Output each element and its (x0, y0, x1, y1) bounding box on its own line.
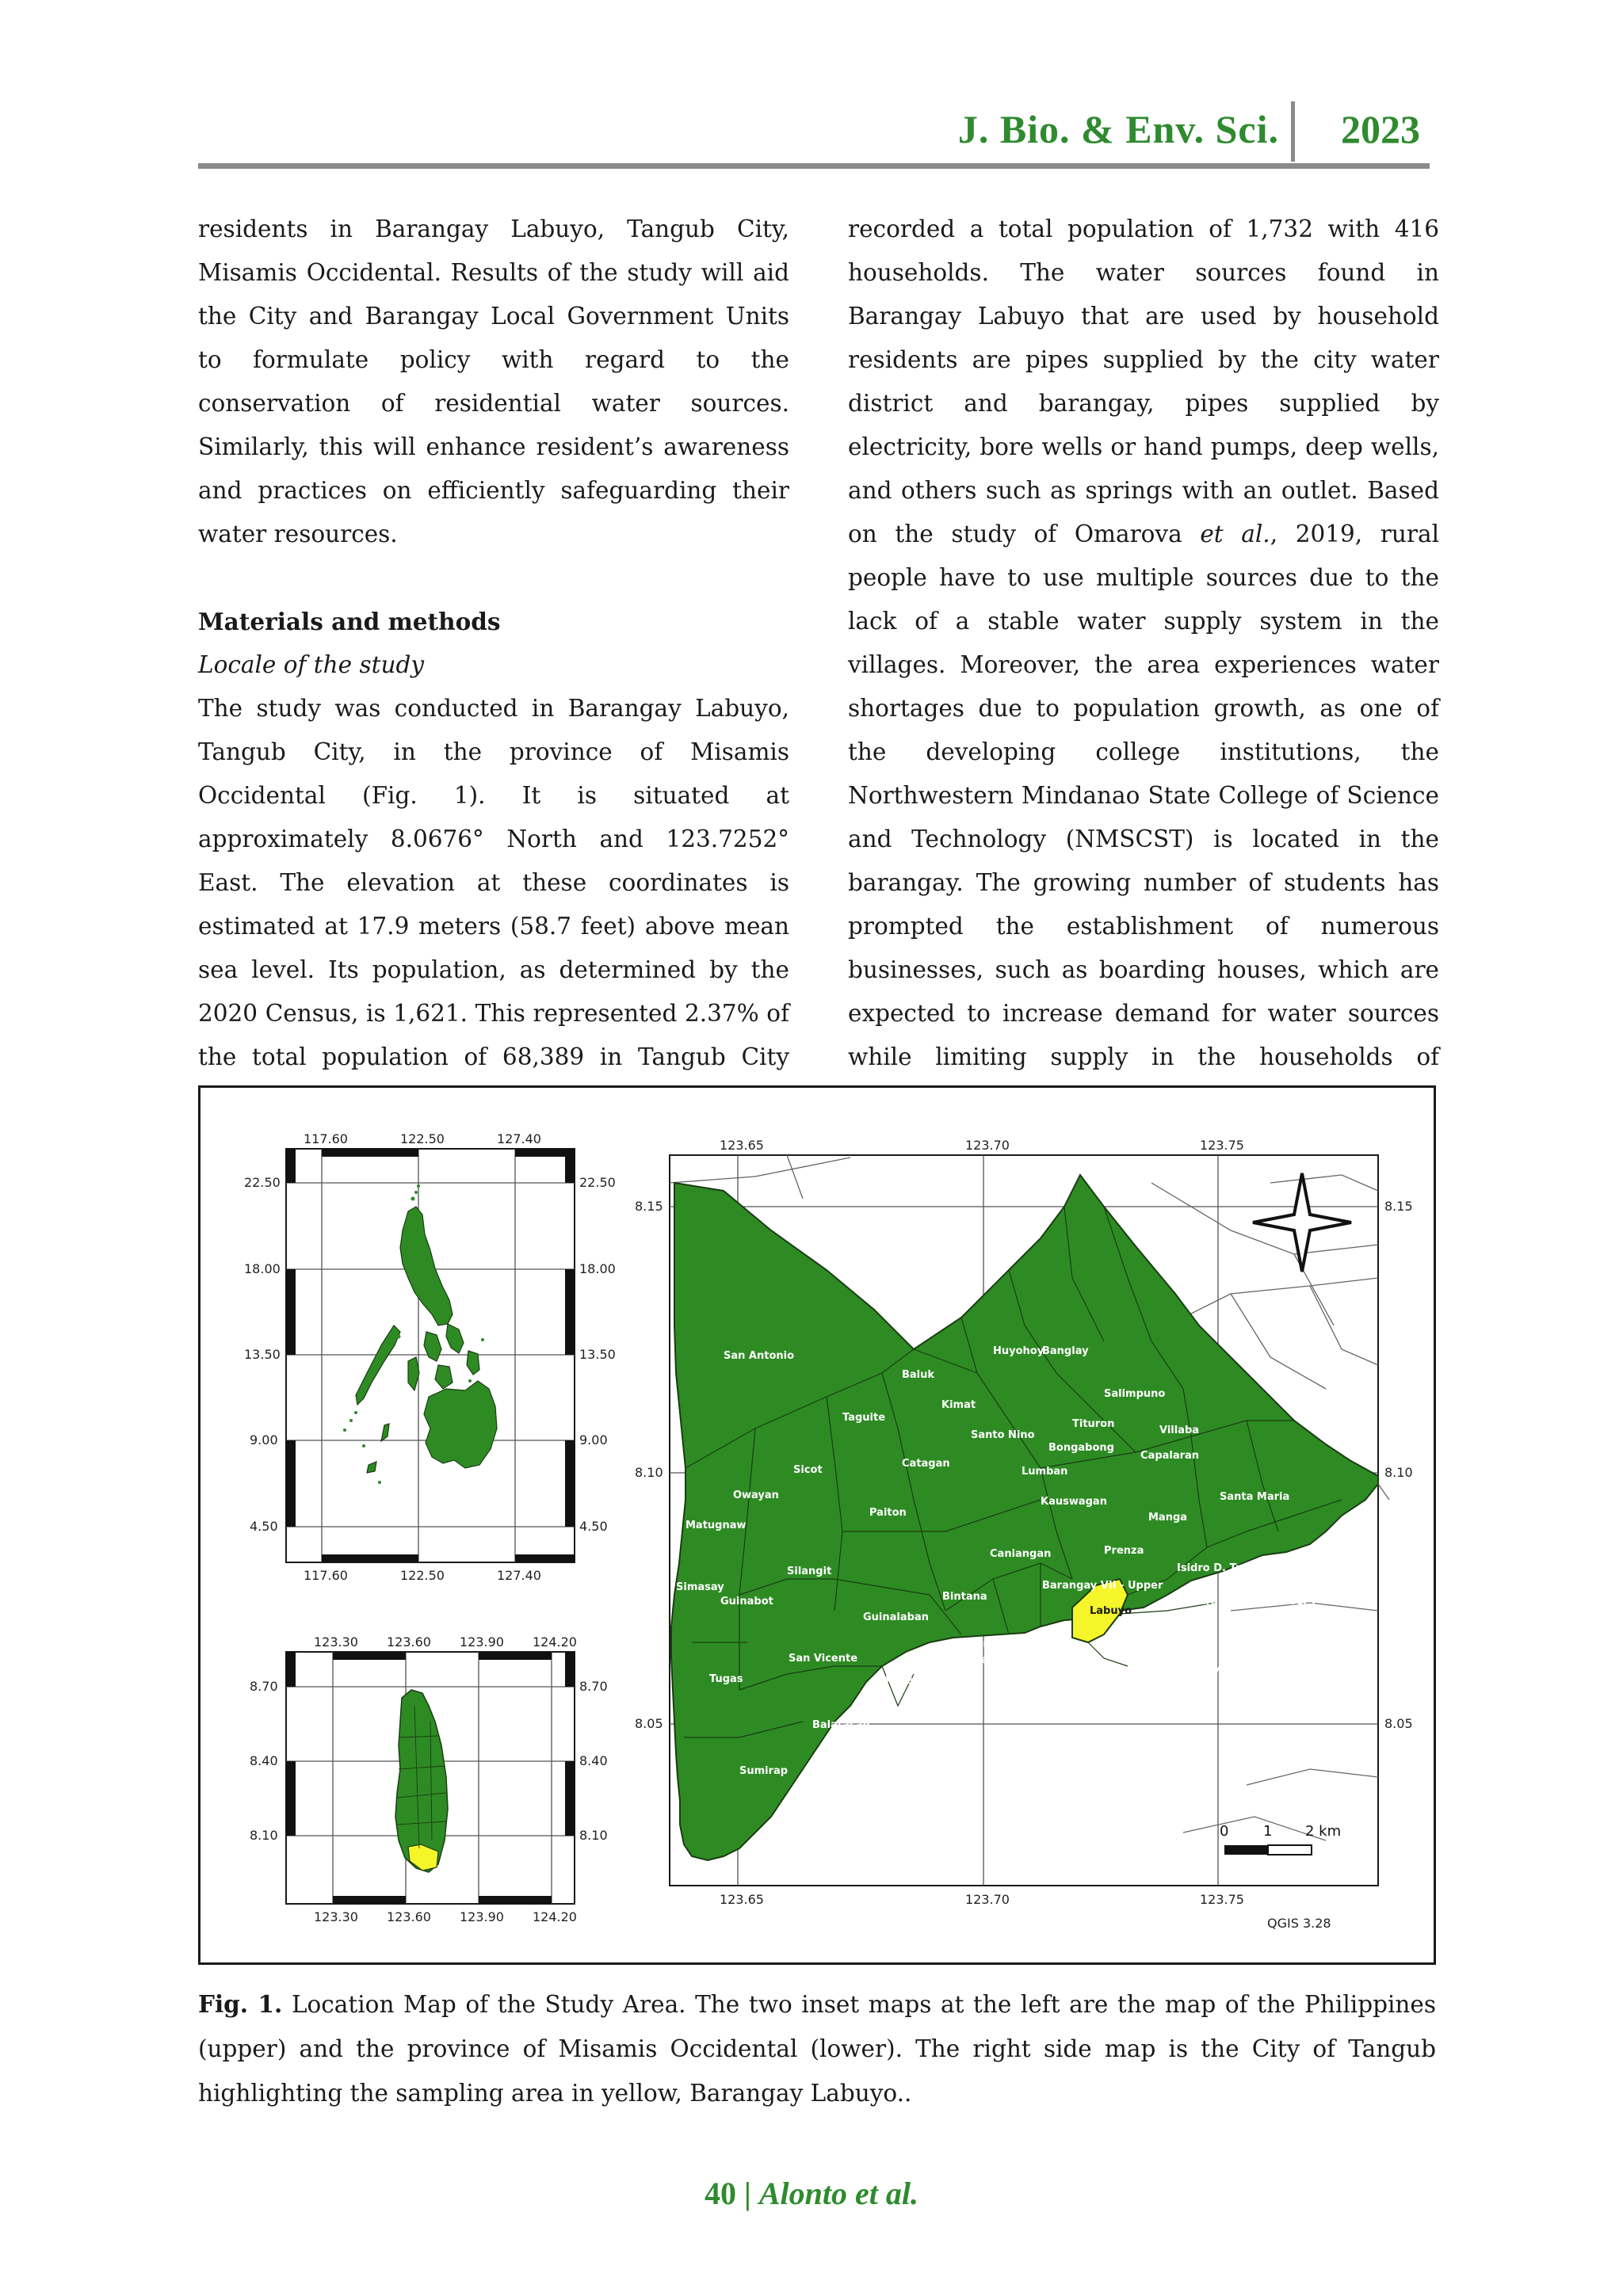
page-number: 40 | (705, 2176, 759, 2211)
inset2-bottom-tick: 123.90 (460, 1909, 504, 1924)
inset1-top-tick: 122.50 (400, 1131, 445, 1146)
et-al: et al. (1200, 521, 1270, 547)
barangay-label: San Apolinario (1128, 1662, 1212, 1674)
barangay-label: Salimpuno (1104, 1388, 1166, 1400)
barangay-label: Kimat (941, 1399, 976, 1411)
footer-authors: Alonto et al. (758, 2176, 918, 2211)
barangay-label: Kauswagan (1041, 1496, 1107, 1508)
barangay-label: Tituron (1072, 1418, 1115, 1430)
inset2-bottom-tick: 124.20 (533, 1909, 577, 1924)
inset1-top-tick: 117.60 (304, 1131, 348, 1146)
inset1-right-tick: 22.50 (579, 1175, 616, 1190)
main-left-tick: 8.10 (635, 1465, 663, 1480)
inset2-left-tick: 8.10 (250, 1828, 278, 1843)
inset1-left-tick: 22.50 (244, 1175, 281, 1190)
barangay-label: Capalaran (1140, 1450, 1200, 1462)
barangay-label: Bocator (904, 1691, 949, 1703)
barangay-label: Manga (1148, 1512, 1188, 1524)
barangay-label: Villaba (1159, 1425, 1200, 1436)
barangay-label: Prenza (1104, 1545, 1144, 1557)
locale-paragraph: The study was conducted in Barangay Labuyo, Tangub City, in the province of Misamis Occidental (Fig. 1). It is situated at approximately 8.0676° North and 123.7252° East. The elevation at these coordinates is estimated at 17.9 meters (58.7 feet) above mean sea level. Its population, as determined by the 2020 Census, is 1,621. This represented 2.37% of the total population of 68,389 in Tangub City (198, 695, 789, 1070)
main-bottom-tick: 123.75 (1200, 1892, 1244, 1907)
barangay-label: Caniangan (990, 1548, 1052, 1560)
barangay-label: Guinalaban (863, 1611, 929, 1623)
inset2-left-tick: 8.40 (250, 1753, 278, 1768)
main-right-tick: 8.15 (1384, 1199, 1413, 1214)
main-right-tick: 8.10 (1384, 1465, 1413, 1480)
inset1-left-tick: 18.00 (244, 1261, 281, 1276)
inset2-top-tick: 123.90 (460, 1634, 504, 1650)
barangay-label: Owayan (733, 1489, 779, 1501)
barangay-label: Panalsalan (885, 1675, 949, 1687)
barangay-label: Huyohoy (993, 1345, 1044, 1357)
main-left-tick: 8.05 (635, 1716, 663, 1731)
header-rule (198, 163, 1430, 169)
inset2-top-tick: 123.60 (387, 1634, 431, 1650)
barangay-label: Pangabuan (974, 1654, 1039, 1666)
barangay-label: Sicot (793, 1464, 823, 1476)
inset1-left-tick: 9.00 (250, 1432, 278, 1447)
software-credit: QGIS 3.28 (1267, 1916, 1331, 1931)
barangay-label-labuyo: Labuyo (1090, 1605, 1132, 1617)
barangay-label: Baluk (902, 1369, 935, 1381)
inset1-bottom-tick: 122.50 (400, 1568, 445, 1583)
barangay-label: Bongabong (1048, 1442, 1114, 1454)
inset1-right-tick: 13.50 (579, 1347, 616, 1362)
barangay-label: Simasay (676, 1581, 724, 1593)
barangay-label: Barangay VII - Upper (1042, 1580, 1163, 1592)
barangay-label: Barangay VI - Lower P (1191, 1596, 1319, 1608)
barangay-label: Catagan (902, 1458, 950, 1470)
inset1-bottom-tick: 127.40 (497, 1568, 541, 1583)
inset2-right-tick: 8.70 (579, 1679, 608, 1694)
inset2-right-tick: 8.10 (579, 1828, 608, 1843)
intro-paragraph: residents in Barangay Labuyo, Tangub City, Misamis Occidental. Results of the study will aid the City and Barangay Local Government Units to formulate policy with regard to the conservation of residential water sources. Similarly, this will enhance resident’s awareness and practices on efficiently safeguarding their water resources. (198, 215, 789, 547)
barangay-label: Guinabot (720, 1596, 773, 1608)
inset1-bottom-tick: 117.60 (304, 1568, 348, 1583)
barangay-label: Matugnaw (685, 1520, 747, 1531)
header-separator (1291, 101, 1295, 162)
map-svg (200, 1088, 1434, 1962)
scale-label: 1 (1263, 1823, 1273, 1840)
barangay-label: Tugas (709, 1673, 743, 1685)
main-map-tangub (635, 1138, 1413, 1931)
main-top-tick: 123.65 (720, 1138, 764, 1153)
scale-label: 0 (1220, 1823, 1229, 1840)
main-left-tick: 8.15 (635, 1199, 663, 1214)
journal-year: 2023 (1341, 107, 1420, 151)
barangay-label: Minsubong (1294, 1558, 1358, 1569)
barangay-label: Aquino (1066, 1672, 1107, 1684)
paragraph-gap (198, 556, 789, 600)
barangay-label: Silangit (787, 1566, 832, 1577)
barangay-label: Garang (1104, 1643, 1147, 1655)
location-map-figure (198, 1085, 1436, 1965)
caption-text: Location Map of the Study Area. The two inset maps at the left are the map of the Philippines (upper) and the province of Misamis Occidental (lower). The right side map is the City of Tangub highlighting the sampling area in yellow, Barangay Labuyo.. (198, 1991, 1436, 2107)
inset1-right-tick: 4.50 (579, 1519, 608, 1534)
journal-title: J. Bio. & Env. Sci. (957, 107, 1279, 151)
main-top-tick: 123.70 (965, 1138, 1010, 1153)
barangay-label: San Vicente (789, 1653, 858, 1665)
barangay-label: Maquilao (1044, 1686, 1097, 1698)
inset-misamis-occidental (250, 1634, 608, 1924)
barangay-label: Maloro (1258, 1637, 1298, 1649)
left-column (198, 208, 789, 1123)
barangay-label: Banglay (1042, 1345, 1089, 1357)
right-column (848, 208, 1439, 1123)
section-heading: Materials and methods (198, 608, 501, 635)
barangay-label: Lumban (1022, 1466, 1068, 1478)
scale-label: 2 km (1305, 1823, 1342, 1840)
barangay-label: Santa Cruz (1112, 1627, 1175, 1639)
barangay-label: Lorenzo Tan (969, 1638, 1039, 1650)
inset2-right-tick: 8.40 (579, 1753, 608, 1768)
inset1-left-tick: 4.50 (250, 1519, 278, 1534)
barangay-label: Paiton (869, 1507, 907, 1519)
inset2-top-tick: 124.20 (533, 1634, 577, 1650)
page-footer (0, 2175, 1623, 2212)
subsection-heading: Locale of the study (198, 651, 425, 678)
barangay-label: Taguite (842, 1412, 886, 1424)
inset2-bottom-tick: 123.30 (314, 1909, 358, 1924)
page-header (198, 101, 1430, 165)
paragraph-text-b: , 2019, rural people have to use multiple sources due to the lack of a stable water supply system in the villages. Moreover, the area experiences water shortages due to population growth, as one of the developing college institutions, the Northwestern Mindanao State College of Science and Technology (NMSCST) is located in the barangay. The growing number of students has prompted the establishment of numerous businesses, such as boarding houses, which are expected to increase demand for water sources while limiting supply in the households of (848, 521, 1440, 1070)
population-paragraph (848, 208, 1439, 1123)
main-right-tick: 8.05 (1384, 1716, 1413, 1731)
barangay-label: Sumirap (739, 1765, 789, 1777)
inset1-right-tick: 18.00 (579, 1261, 616, 1276)
inset2-top-tick: 123.30 (314, 1634, 358, 1650)
barangay-label: Balatacan (812, 1719, 870, 1731)
figure-label: Fig. 1. (198, 1990, 283, 2018)
paragraph-text-a: recorded a total population of 1,732 with 416 households. The water sources found in Barangay Labuyo that are used by household residents are pipes supplied by the city water district and barangay, pipes supplied by electricity, bore wells or hand pumps, deep wells, and others such as springs with an outlet. Based on the study of Omarova (848, 215, 1439, 547)
barangay-label: Migcanaway (1212, 1665, 1284, 1677)
barangay-label: Isidro D. Tan (1177, 1562, 1250, 1574)
inset1-right-tick: 9.00 (579, 1432, 608, 1447)
inset-philippines (244, 1131, 616, 1583)
barangay-label: Santo Nino (971, 1429, 1035, 1441)
barangay-label: San Antonio (724, 1350, 795, 1362)
barangay-label: Silanga (1310, 1611, 1354, 1623)
main-bottom-tick: 123.70 (965, 1892, 1010, 1907)
main-top-tick: 123.75 (1200, 1138, 1244, 1153)
barangay-label: Bintana (942, 1591, 987, 1603)
inset2-left-tick: 8.70 (250, 1679, 278, 1694)
barangay-label: Santa Maria (1220, 1491, 1290, 1503)
figure-caption (198, 1982, 1436, 2115)
inset1-top-tick: 127.40 (497, 1131, 541, 1146)
inset1-left-tick: 13.50 (244, 1347, 281, 1362)
inset2-bottom-tick: 123.60 (387, 1909, 431, 1924)
main-bottom-tick: 123.65 (720, 1892, 764, 1907)
